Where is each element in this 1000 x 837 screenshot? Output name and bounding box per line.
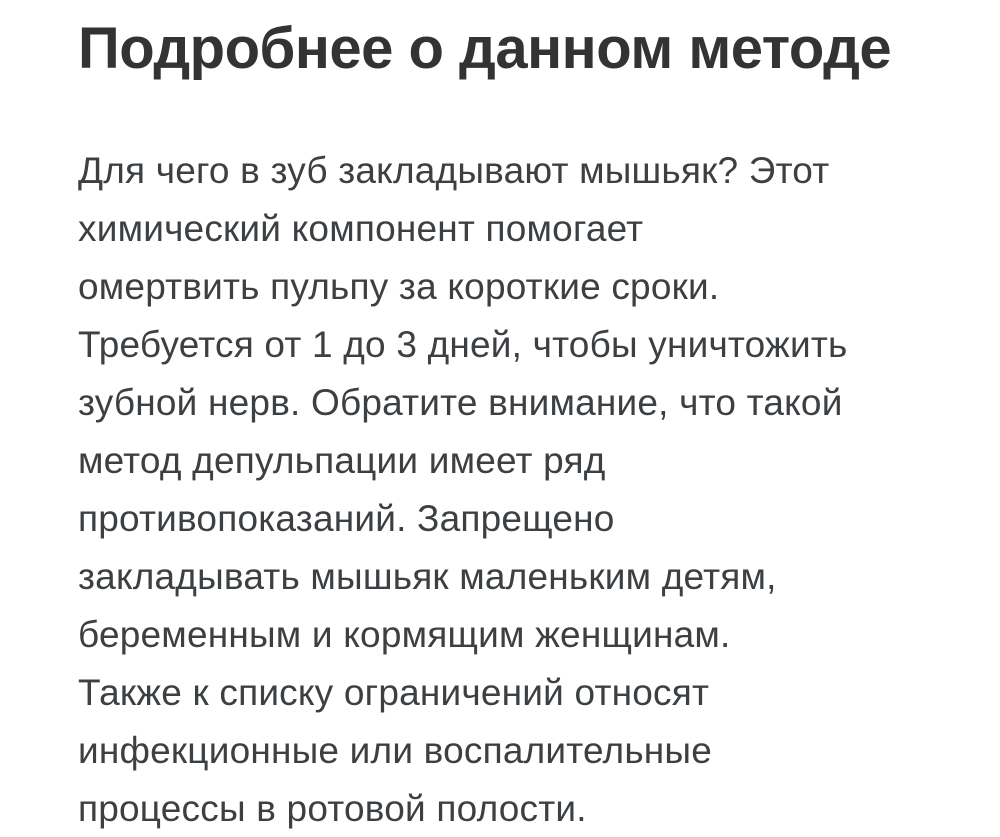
paragraph-line: омертвить пульпу за короткие сроки. <box>78 266 720 307</box>
paragraph-line: Требуется от 1 до 3 дней, чтобы уничтожить <box>78 324 848 365</box>
paragraph-line: противопоказаний. Запрещено <box>78 498 615 539</box>
paragraph-line: инфекционные или воспалительные <box>78 730 713 771</box>
paragraph-line: беременным и кормящим женщинам. <box>78 614 731 655</box>
paragraph-line: Для чего в зуб закладывают мышьяк? Этот <box>78 150 830 191</box>
paragraph-line: Также к списку ограничений относят <box>78 672 710 713</box>
paragraph-line: химический компонент помогает <box>78 208 644 249</box>
paragraph-line: процессы в ротовой полости. <box>78 788 587 829</box>
paragraph-line: закладывать мышьяк маленьким детям, <box>78 556 777 597</box>
article-paragraph <box>78 142 940 837</box>
paragraph-line: зубной нерв. Обратите внимание, что такой <box>78 382 843 423</box>
page-title: Подробнее о данном методе <box>78 16 892 81</box>
paragraph-line: метод депульпации имеет ряд <box>78 440 606 481</box>
